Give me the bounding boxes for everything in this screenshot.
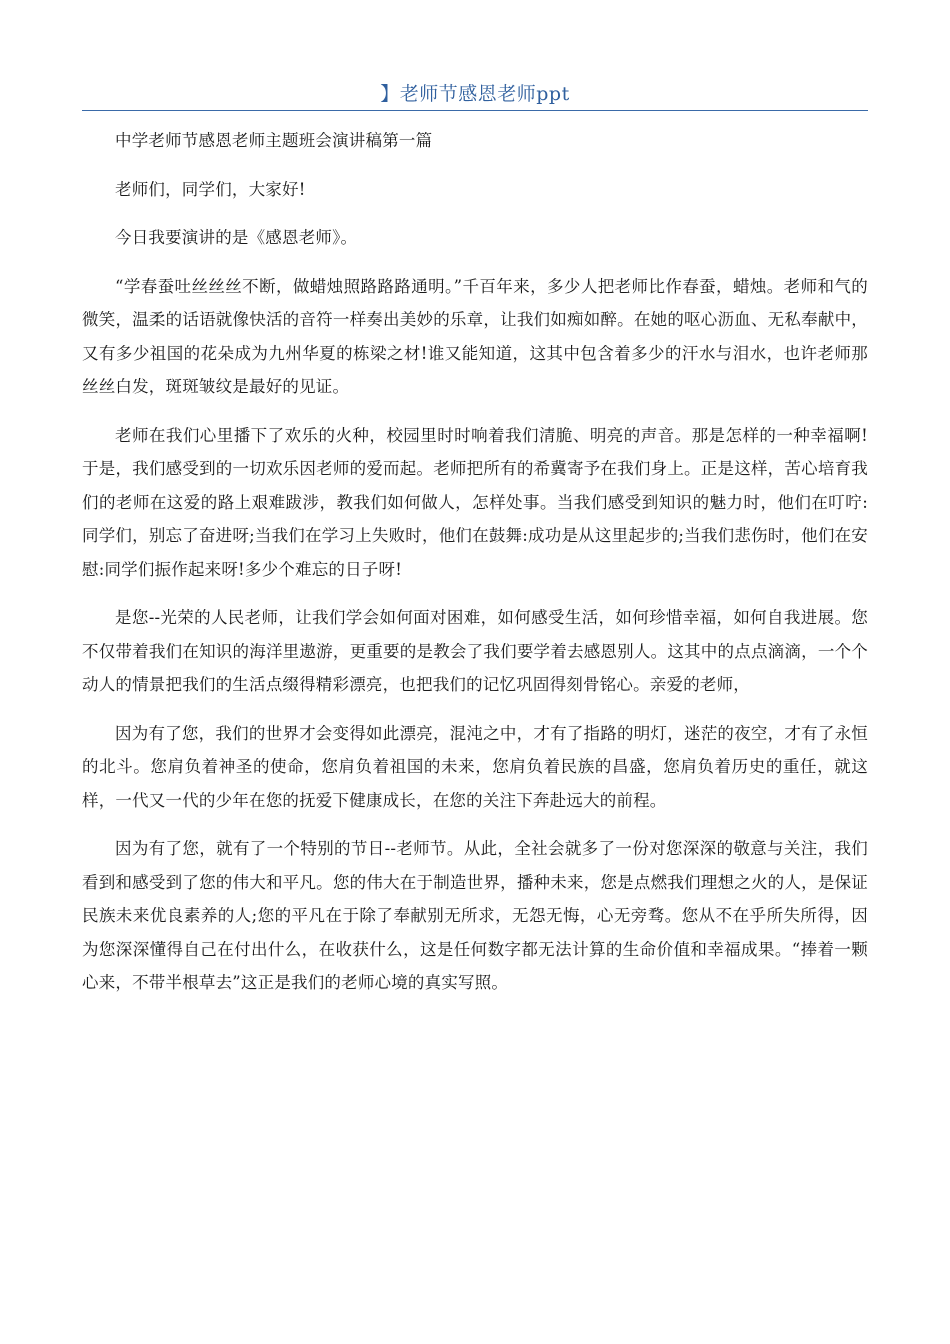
document-header [82,78,868,111]
body-paragraph: 老师在我们心里播下了欢乐的火种，校园里时时响着我们清脆、明亮的声音。那是怎样的一种幸福啊!于是，我们感受到的一切欢乐因老师的爱而起。老师把所有的希冀寄予在我们身上。正是这样，苦心培育我们的老师在这爱的路上艰难跋涉，教我们如何做人，怎样处事。当我们感受到知识的魅力时，他们在叮咛:同学们，别忘了奋进呀;当我们在学习上失败时，他们在鼓舞:成功是从这里起步的;当我们悲伤时，他们在安慰:同学们振作起来呀!多少个难忘的日子呀! [82,425,868,579]
body-paragraph: 因为有了您，就有了一个特别的节日--老师节。从此，全社会就多了一份对您深深的敬意与关注，我们看到和感受到了您的伟大和平凡。您的伟大在于制造世界，播种未来，您是点燃我们理想之火的人，是保证民族未来优良素养的人;您的平凡在于除了奉献别无所求，无怨无悔，心无旁骛。您从不在乎所失所得，因为您深深懂得自己在付出什么，在收获什么，这是任何数字都无法计算的生命价值和幸福成果。“捧着一颗心来，不带半根草去”这正是我们的老师心境的真实写照。 [82,839,868,992]
document-body [82,124,868,1015]
body-paragraph: “学春蚕吐丝丝丝不断，做蜡烛照路路路通明。”千百年来，多少人把老师比作春蚕，蜡烛。老师和气的微笑，温柔的话语就像快活的音符一样奏出美妙的乐章，让我们如痴如醉。在她的呕心沥血、无私奉献中，又有多少祖国的花朵成为九州华夏的栋梁之材!谁又能知道，这其中包含着多少的汗水与泪水，也许老师那丝丝白发，斑斑皱纹是最好的见证。 [82,276,868,396]
topic-paragraph: 今日我要演讲的是《感恩老师》。 [115,228,358,247]
body-paragraph: 是您--光荣的人民老师，让我们学会如何面对困难，如何感受生活，如何珍惜幸福，如何自我进展。您不仅带着我们在知识的海洋里遨游，更重要的是教会了我们要学着去感恩别人。这其中的点点滴滴，一个个动人的情景把我们的生活点缀得精彩漂亮，也把我们的记忆巩固得刻骨铭心。亲爱的老师， [82,608,868,694]
body-paragraph: 因为有了您，我们的世界才会变得如此漂亮，混沌之中，才有了指路的明灯，迷茫的夜空，才有了永恒的北斗。您肩负着神圣的使命，您肩负着祖国的未来，您肩负着民族的昌盛，您肩负着历史的重任，就这样，一代又一代的少年在您的抚爱下健康成长，在您的关注下奔赴远大的前程。 [82,723,868,810]
greeting-paragraph: 老师们，同学们，大家好! [115,179,306,199]
subtitle-paragraph: 中学老师节感恩老师主题班会演讲稿第一篇 [115,131,433,150]
document-title: 】老师节感恩老师ppt [380,83,570,105]
